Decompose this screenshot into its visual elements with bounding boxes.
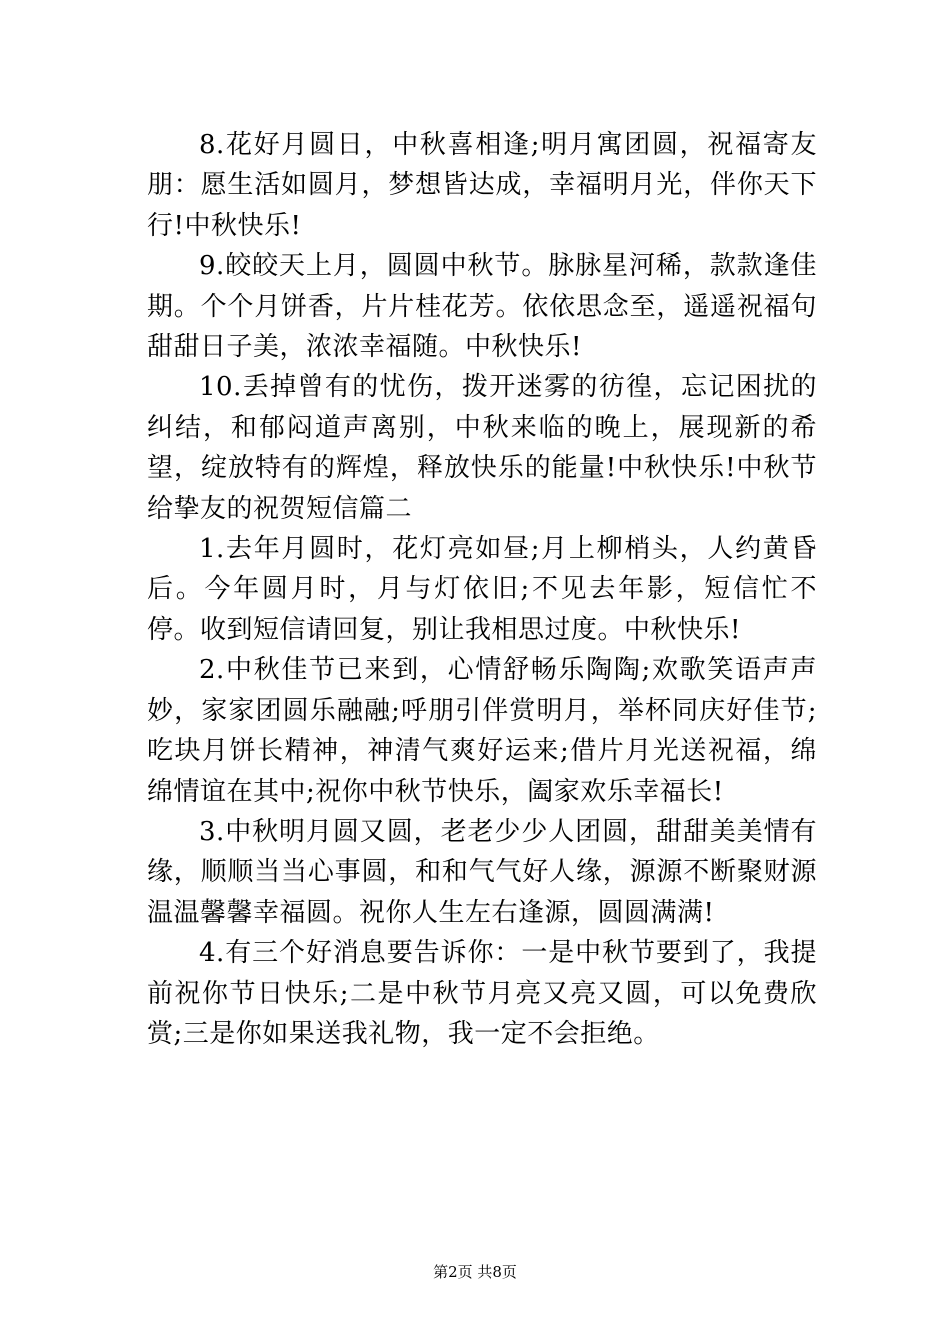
paragraph-item-1: 1.去年月圆时，花灯亮如昼;月上柳梢头，人约黄昏后。今年圆月时，月与灯依旧;不见去年影，短信忙不停。收到短信请回复，别让我相思过度。中秋快乐!: [147, 534, 817, 645]
page-number-footer: 第2页 共8页: [433, 1263, 517, 1281]
paragraph-item-9: 9.皎皎天上月，圆圆中秋节。脉脉星河稀，款款逢佳期。个个月饼香，片片桂花芳。依依思念至，遥遥祝福句甜甜日子美，浓浓幸福随。中秋快乐!: [147, 251, 817, 363]
paragraph-item-2: 2.中秋佳节已来到，心情舒畅乐陶陶;欢歌笑语声声妙，家家团圆乐融融;呼朋引伴赏明月，举杯同庆好佳节;吃块月饼长精神，神清气爽好运来;借片月光送祝福，绵绵情谊在其中;祝你中秋节快乐，阖家欢乐幸福长!: [147, 655, 817, 807]
paragraph-item-10: 10.丢掉曾有的忧伤，拨开迷雾的彷徨，忘记困扰的纠结，和郁闷道声离别，中秋来临的晚上，展现新的希望，绽放特有的辉煌，释放快乐的能量!中秋快乐!中秋节给挚友的祝贺短信篇二: [147, 372, 817, 524]
paragraph-item-8: 8.花好月圆日，中秋喜相逢;明月寓团圆，祝福寄友朋：愿生活如圆月，梦想皆达成，幸福明月光，伴你天下行!中秋快乐!: [147, 130, 817, 241]
paragraph-item-3: 3.中秋明月圆又圆，老老少少人团圆，甜甜美美情有缘，顺顺当当心事圆，和和气气好人缘，源源不断聚财源温温馨馨幸福圆。祝你人生左右逢源，圆圆满满!: [147, 816, 817, 928]
document-body: [147, 125, 817, 1054]
paragraph-item-4: 4.有三个好消息要告诉你：一是中秋节要到了，我提前祝你节日快乐;二是中秋节月亮又亮又圆，可以免费欣赏;三是你如果送我礼物，我一定不会拒绝。: [147, 938, 817, 1049]
